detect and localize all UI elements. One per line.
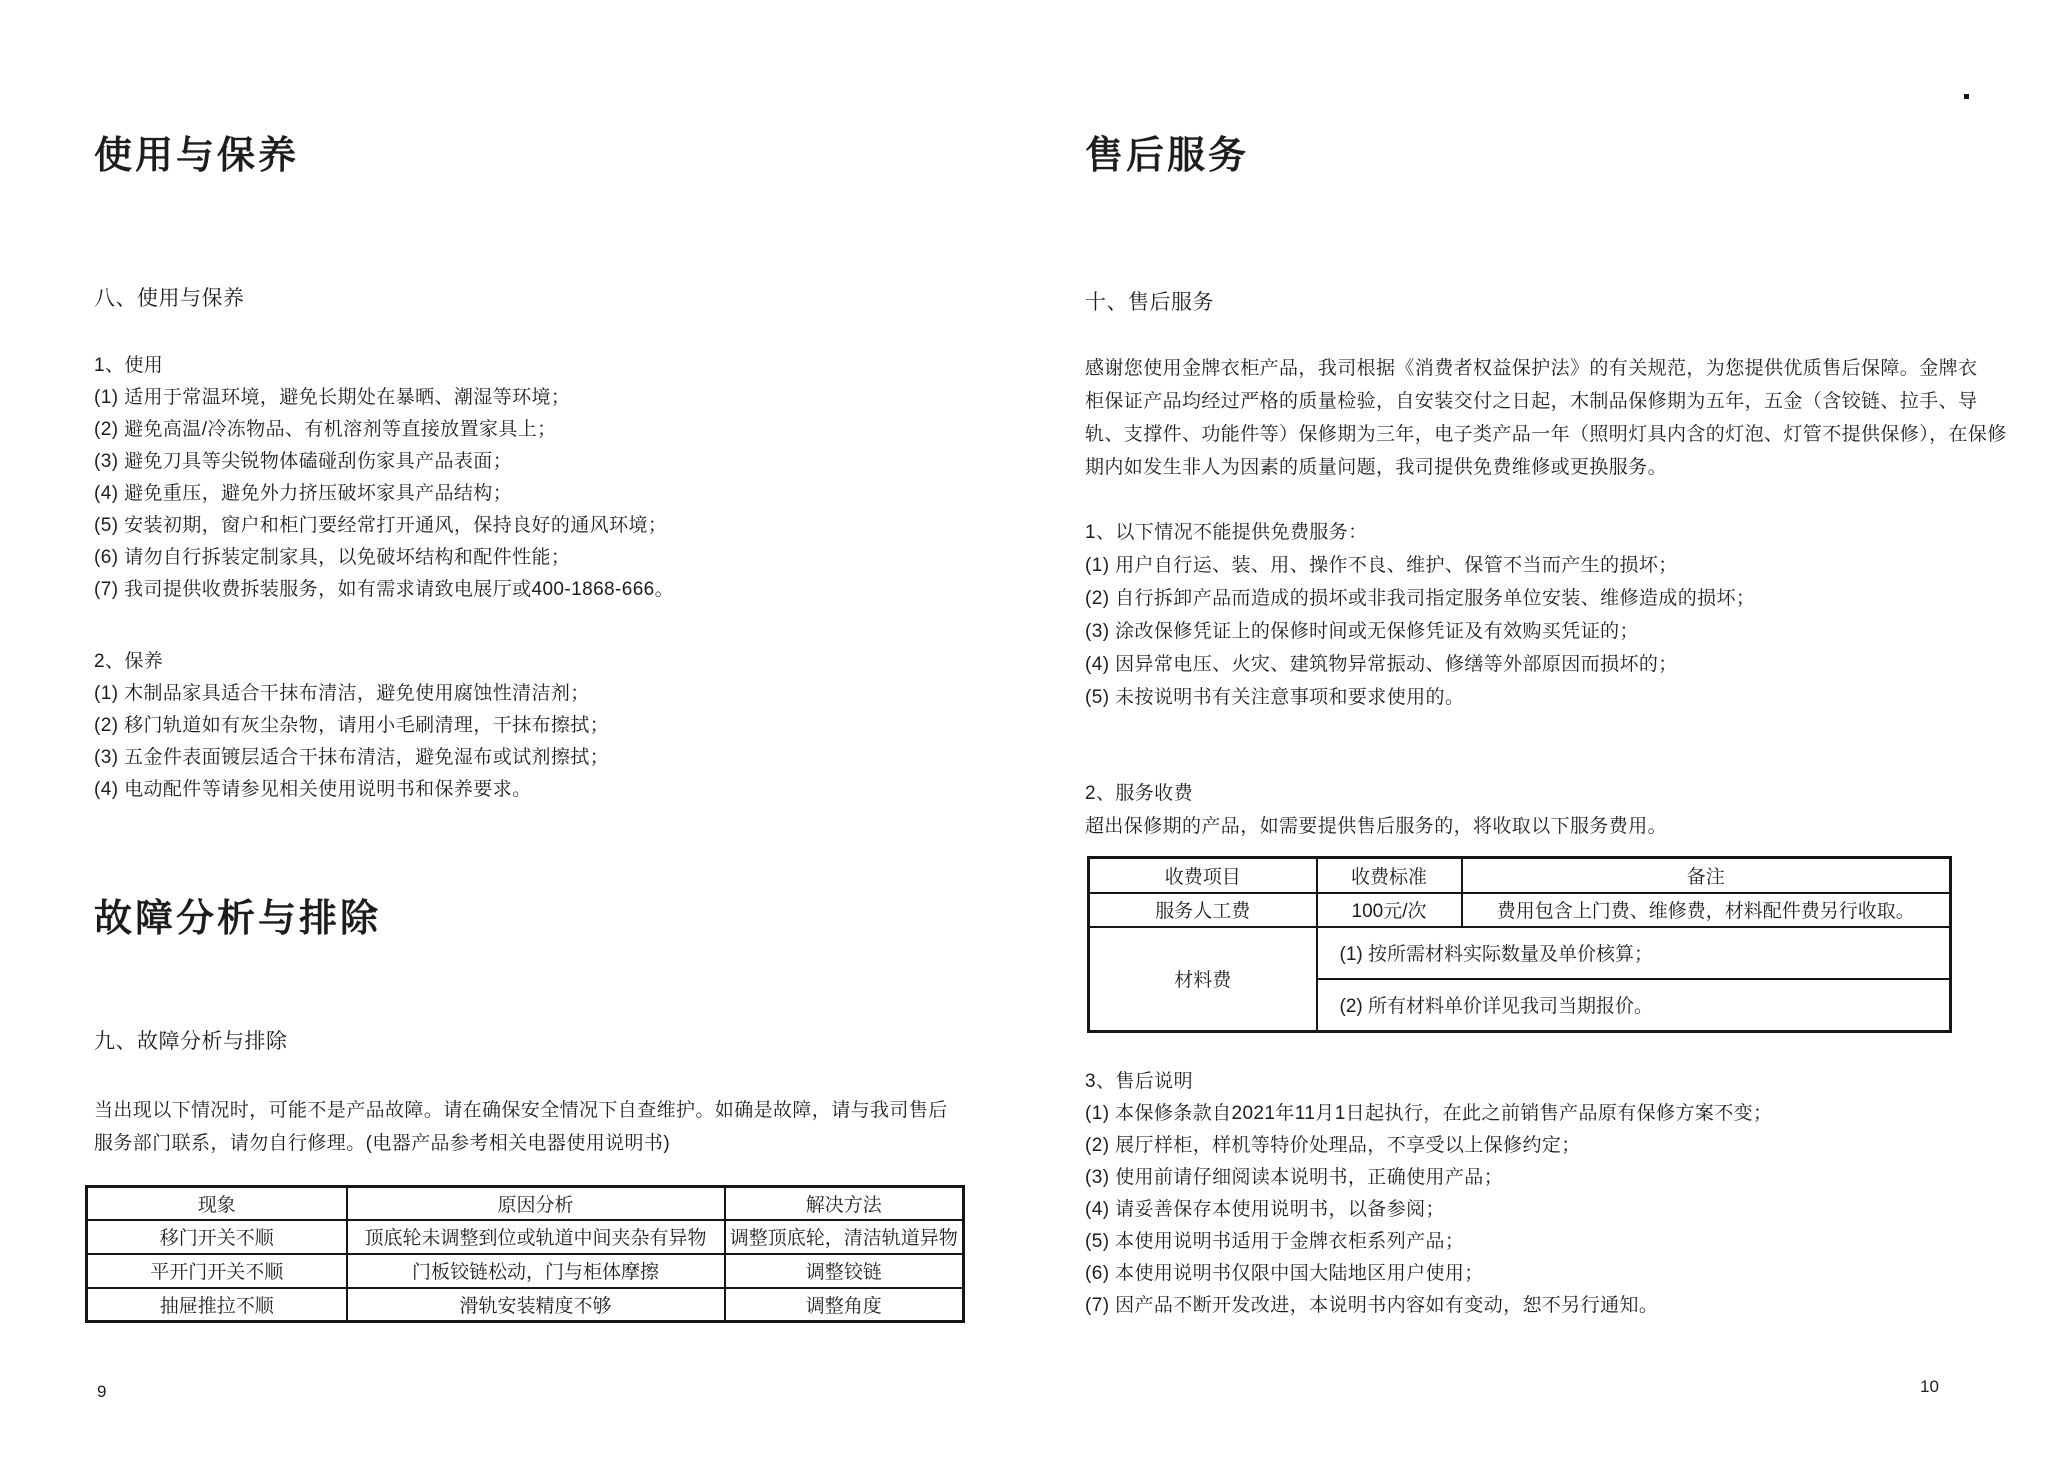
left-page-title: 使用与保养 <box>94 135 300 177</box>
table-cell: 滑轨安装精度不够 <box>347 1288 725 1322</box>
list-item: (7) 我司提供收费拆装服务，如有需求请致电展厅或400-1868-666。 <box>94 579 675 600</box>
list-item: (6) 请勿自行拆装定制家具，以免破坏结构和配件性能； <box>94 547 571 568</box>
free-service-list <box>1085 516 1755 714</box>
list-item: (1) 用户自行运、装、用、操作不良、维护、保管不当而产生的损坏； <box>1085 555 1678 576</box>
right-page-title: 售后服务 <box>1085 135 1250 177</box>
print-artifact-dot <box>1964 94 1969 99</box>
free-service-title: 1、以下情况不能提供免费服务： <box>1085 522 1368 543</box>
list-item: (3) 五金件表面镀层适合干抹布清洁，避免湿布或试剂擦拭； <box>94 747 610 768</box>
table-cell: 调整角度 <box>725 1288 964 1322</box>
paragraph-line: 轨、支撑件、功能件等）保修期为三年，电子类产品一年（照明灯具内含的灯泡、灯管不提供保修），在保修 <box>1085 424 2007 445</box>
list-item: (1) 木制品家具适合干抹布清洁，避免使用腐蚀性清洁剂； <box>94 683 590 704</box>
table-cell: 平开门开关不顺 <box>87 1254 347 1288</box>
table-header-cell: 原因分析 <box>347 1187 725 1220</box>
table-header-row <box>87 1187 964 1220</box>
paragraph-line: 当出现以下情况时，可能不是产品故障。请在确保安全情况下自查维护。如确是故障，请与我司售后 <box>94 1100 948 1121</box>
table-cell: 服务人工费 <box>1089 893 1317 927</box>
table-header-cell: 收费项目 <box>1089 858 1317 893</box>
table-cell: 调整铰链 <box>725 1254 964 1288</box>
table-cell: 调整顶底轮，清洁轨道异物 <box>725 1220 964 1254</box>
table-row <box>1089 927 1951 979</box>
right-page-number: 10 <box>1920 1377 1939 1396</box>
table-row <box>87 1288 964 1322</box>
fee-section <box>1085 777 1667 843</box>
table-row <box>87 1254 964 1288</box>
table-cell: 顶底轮未调整到位或轨道中间夹杂有异物 <box>347 1220 725 1254</box>
list-item: (1) 本保修条款自2021年11月1日起执行，在此之前销售产品原有保修方案不变； <box>1085 1103 1773 1124</box>
list-item: (7) 因产品不断开发改进，本说明书内容如有变动，恕不另行通知。 <box>1085 1295 1659 1316</box>
table-cell: 费用包含上门费、维修费，材料配件费另行收取。 <box>1462 893 1951 927</box>
fee-intro: 超出保修期的产品，如需要提供售后服务的，将收取以下服务费用。 <box>1085 816 1668 837</box>
left-page-title-fault: 故障分析与排除 <box>94 898 382 940</box>
use-list <box>94 350 674 606</box>
list-item: (2) 避免高温/冷冻物品、有机溶剂等直接放置家具上； <box>94 419 557 440</box>
paragraph-line: 期内如发生非人为因素的质量问题，我司提供免费维修或更换服务。 <box>1085 457 1668 478</box>
paragraph-line: 感谢您使用金牌衣柜产品，我司根据《消费者权益保护法》的有关规范，为您提供优质售后保障。金牌衣 <box>1085 358 1978 379</box>
list-item: (5) 安装初期，窗户和柜门要经常打开通风，保持良好的通风环境； <box>94 515 668 536</box>
list-item: (4) 请妥善保存本使用说明书，以备参阅； <box>1085 1199 1445 1220</box>
list-item: (3) 涂改保修凭证上的保修时间或无保修凭证及有效购买凭证的； <box>1085 621 1639 642</box>
fault-table <box>85 1185 965 1323</box>
table-row <box>87 1220 964 1254</box>
table-cell: (1) 按所需材料实际数量及单价核算； <box>1317 927 1951 979</box>
table-header-cell: 解决方法 <box>725 1187 964 1220</box>
list-item: (4) 避免重压，避免外力挤压破坏家具产品结构； <box>94 483 513 504</box>
care-list-title: 2、保养 <box>94 651 164 672</box>
table-header-row <box>1089 858 1951 893</box>
table-header-cell: 收费标准 <box>1317 858 1462 893</box>
list-item: (4) 因异常电压、火灾、建筑物异常振动、修缮等外部原因而损坏的； <box>1085 654 1678 675</box>
care-list <box>94 646 609 806</box>
paragraph-line: 服务部门联系，请勿自行修理。(电器产品参考相关电器使用说明书) <box>94 1133 671 1154</box>
notes-title: 3、售后说明 <box>1085 1071 1193 1092</box>
list-item: (4) 电动配件等请参见相关使用说明书和保养要求。 <box>94 779 532 800</box>
left-page-number: 9 <box>97 1382 107 1401</box>
list-item: (2) 移门轨道如有灰尘杂物，请用小毛刷清理，干抹布擦拭； <box>94 715 610 736</box>
paragraph-line: 柜保证产品均经过严格的质量检验，自安装交付之日起，木制品保修期为五年，五金（含铰链、拉手、导 <box>1085 391 1978 412</box>
use-list-title: 1、使用 <box>94 355 164 376</box>
list-item: (3) 使用前请仔细阅读本说明书，正确使用产品； <box>1085 1167 1504 1188</box>
left-section9-heading: 九、故障分析与排除 <box>94 1030 288 1053</box>
table-header-cell: 备注 <box>1462 858 1951 893</box>
table-cell: 门板铰链松动，门与柜体摩擦 <box>347 1254 725 1288</box>
table-header-cell: 现象 <box>87 1187 347 1220</box>
table-cell-material-label: 材料费 <box>1089 927 1317 1032</box>
table-cell: 移门开关不顺 <box>87 1220 347 1254</box>
list-item: (6) 本使用说明书仅限中国大陆地区用户使用； <box>1085 1263 1484 1284</box>
right-section10-heading: 十、售后服务 <box>1085 291 1214 314</box>
table-row <box>1089 893 1951 927</box>
list-item: (2) 自行拆卸产品而造成的损坏或非我司指定服务单位安装、维修造成的损坏； <box>1085 588 1756 609</box>
warranty-intro <box>1085 352 2007 484</box>
fee-title: 2、服务收费 <box>1085 783 1193 804</box>
list-item: (5) 未按说明书有关注意事项和要求使用的。 <box>1085 687 1465 708</box>
fee-table <box>1087 856 1952 1033</box>
list-item: (2) 展厅样柜，样机等特价处理品，不享受以上保修约定； <box>1085 1135 1581 1156</box>
fault-intro <box>94 1094 948 1160</box>
notes-list <box>1085 1066 1772 1322</box>
table-cell: 100元/次 <box>1317 893 1462 927</box>
list-item: (1) 适用于常温环境，避免长期处在暴晒、潮湿等环境； <box>94 387 571 408</box>
left-section8-heading: 八、使用与保养 <box>94 287 245 310</box>
table-cell: (2) 所有材料单价详见我司当期报价。 <box>1317 979 1951 1032</box>
table-cell: 抽屉推拉不顺 <box>87 1288 347 1322</box>
list-item: (3) 避免刀具等尖锐物体磕碰刮伤家具产品表面； <box>94 451 513 472</box>
list-item: (5) 本使用说明书适用于金牌衣柜系列产品； <box>1085 1231 1465 1252</box>
